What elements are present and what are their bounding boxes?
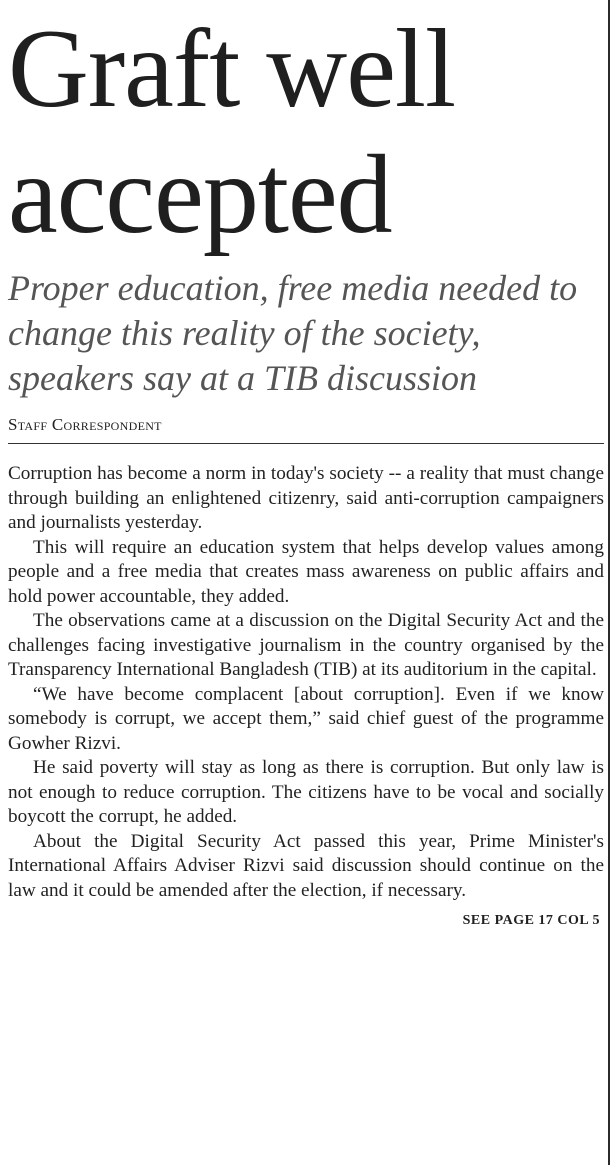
paragraph: He said poverty will stay as long as there is corruption. But only law is not enough to reduce corruption. The citizens have to be vocal and socially boycott the corrupt, he added. <box>8 757 604 827</box>
headline-line-2: accepted <box>8 133 392 257</box>
paragraph: “We have become complacent [about corruption]. Even if we know somebody is corrupt, we accept them,” said chief guest of the programme Gowher Rizvi. <box>8 683 604 754</box>
article-body <box>8 462 604 903</box>
headline <box>8 6 604 258</box>
subheadline: Proper education, free media needed to change this reality of the society, speakers say at a TIB discussion <box>8 268 578 398</box>
paragraph: Corruption has become a norm in today's society -- a reality that must change through building an enlightened citizenry, said anti-corruption campaigners and journalists yesterday. <box>8 463 604 533</box>
byline: Staff Correspondent <box>8 415 604 444</box>
paragraph: About the Digital Security Act passed this year, Prime Minister's International Affairs Adviser Rizvi said discussion should continue on the law and it could be amended after the election, if necessary. <box>8 830 604 901</box>
headline-line-1: Graft well <box>8 7 456 131</box>
paragraph: The observations came at a discussion on the Digital Security Act and the challenges facing investigative journalism in the country organised by the Transparency International Bangladesh (TIB) at its auditorium in the capital. <box>8 610 604 680</box>
paragraph: This will require an education system that helps develop values among people and a free media that creates mass awareness on public affairs and hold power accountable, they added. <box>8 536 604 607</box>
continuation-note: SEE PAGE 17 COL 5 <box>462 913 600 928</box>
